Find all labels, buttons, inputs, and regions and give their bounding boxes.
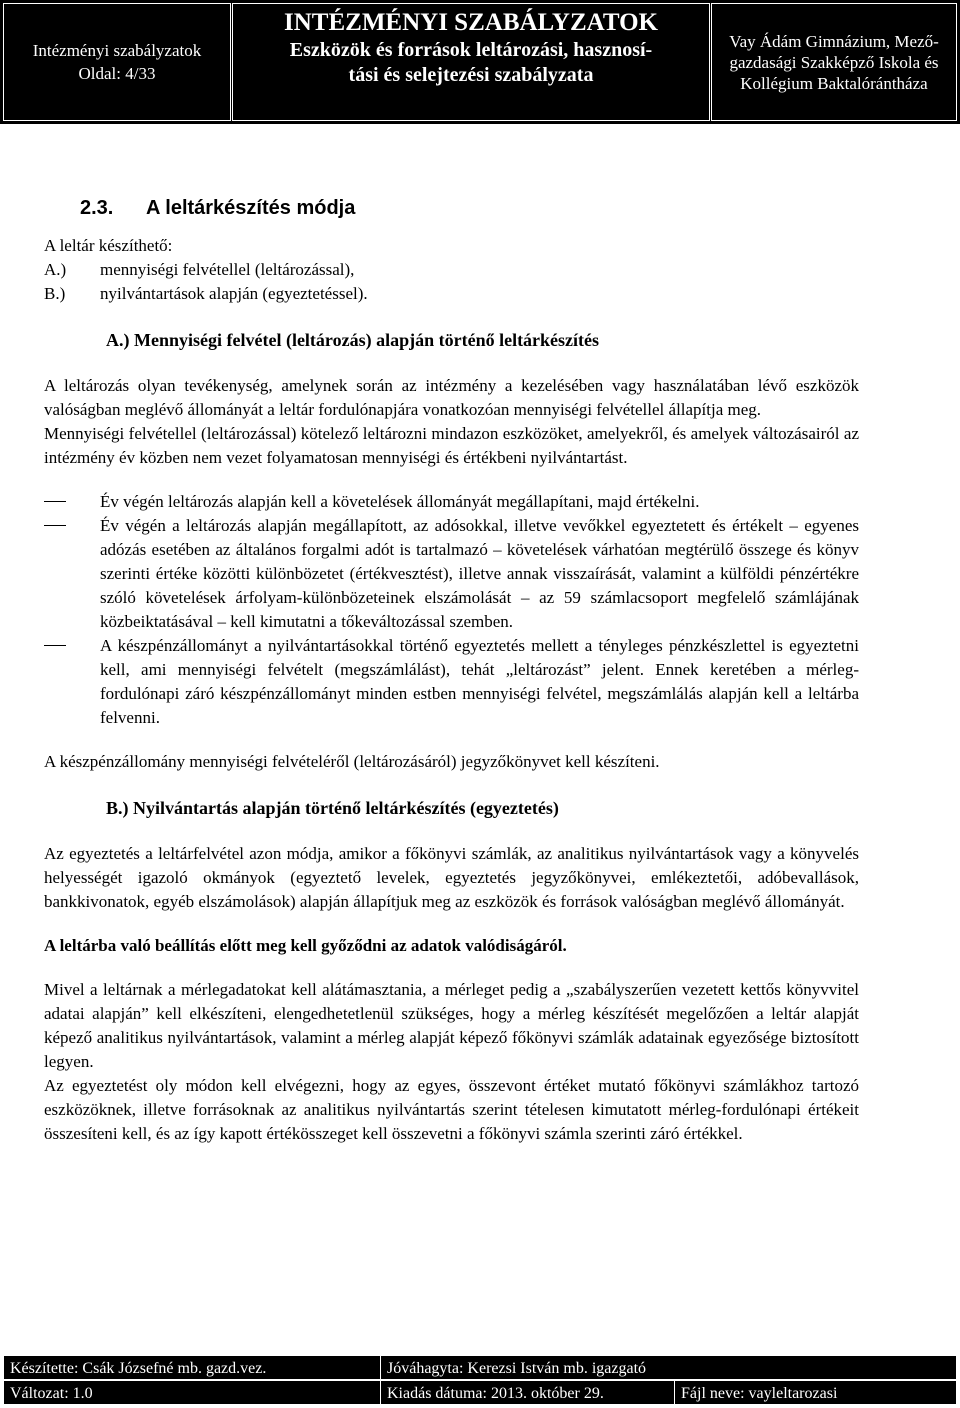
- list-item-label: B.): [44, 284, 66, 303]
- header-right-cell: [711, 3, 957, 121]
- page-header: [0, 0, 960, 124]
- part-a-paragraph-1: A leltározás olyan tevékenység, amelynek során az intézmény a kezelésében vagy használatában lévő eszközök valóságban meglévő állományát a leltár fordulónapjára vonatkozóan mennyiségi felvétellel állapítja meg.: [44, 376, 859, 419]
- section-heading: [80, 196, 859, 220]
- list-item: [44, 258, 859, 282]
- bullet-text: Év végén leltározás alapján kell a követelések állományát megállapítani, majd értékelni.: [100, 492, 700, 511]
- footer-version: Változat: 1.0: [3, 1380, 381, 1405]
- list-item-text: mennyiségi felvétellel (leltározással),: [100, 260, 355, 279]
- footer-approved-by: Jóváhagyta: Kerezsi István mb. igazgató: [380, 1355, 957, 1380]
- list-item: [44, 634, 859, 730]
- bullet-text: Év végén a leltározás alapján megállapított, az adósokkal, illetve vevőkkel egyeztetett és értékelt – egyenes adózás esetében az általános forgalmi adót is tartalmazó – követelések várhatóan megtérülő összege és könyv szerinti értéke közötti különbözetet (értékvesztést), illetve annak visszaírását, valamint a külföldi pénzértékre szóló követelések árfolyam-különbözeteinek elszámolását – az 59 számlacsoport megfelelő számlájának közbeiktatásával – kell kimutatni a tőkeváltozással szemben.: [100, 516, 859, 631]
- header-doc-category: Intézményi szabályzatok: [32, 41, 202, 60]
- section-title: A leltárkészítés módja: [146, 197, 356, 219]
- list-item: [44, 514, 859, 634]
- header-institution-line1: Vay Ádám Gimnázium, Mező-: [729, 31, 939, 51]
- part-b-paragraph-2: Mivel a leltárnak a mérlegadatokat kell alátámasztania, a mérleget pedig a „szabályszerűen vezetett kettős könyvvitel adatai alapján” kell elkészíteni, elengedhetetlenül szükséges, hogy a mérleg készítését megelőzően a leltár alapját képező analitikus nyilvántartások, valamint a mérleg alapját képező főkönyvi számlák adatainak egyezősége biztosított legyen.: [44, 980, 859, 1071]
- part-b-heading: B.) Nyilvántartás alapján történő leltárkészítés (egyeztetés): [106, 798, 559, 818]
- page-content: [44, 196, 859, 1146]
- header-subtitle-line2: tási és selejtezési szabályzata: [348, 64, 594, 86]
- list-item: [44, 490, 859, 514]
- header-institution-line2: gazdasági Szakképző Iskola és: [729, 52, 939, 72]
- footer-row-2: [3, 1380, 957, 1405]
- footer-file-name: Fájl neve: vayleltarozasi: [674, 1380, 957, 1405]
- header-page-number: Oldal: 4/33: [78, 64, 156, 83]
- footer-prepared-by: Készítette: Csák Józsefné mb. gazd.vez.: [3, 1355, 381, 1380]
- header-title: INTÉZMÉNYI SZABÁLYZATOK: [284, 9, 658, 36]
- dash-bullet-icon: [44, 645, 66, 646]
- list-item-text: nyilvántartások alapján (egyeztetéssel).: [100, 284, 368, 303]
- part-a-heading: A.) Mennyiségi felvétel (leltározás) alapján történő leltárkészítés: [106, 330, 600, 350]
- footer-row-1: [3, 1355, 957, 1380]
- header-center-cell: [232, 3, 710, 121]
- part-a-bullet-list: [44, 490, 859, 730]
- dash-bullet-icon: [44, 501, 66, 502]
- part-a-paragraph-3: A készpénzállomány mennyiségi felvételéről (leltározásáról) jegyzőkönyvet kell készíteni.: [44, 752, 660, 771]
- part-b-bold-statement: A leltárba való beállítás előtt meg kell győződni az adatok valódiságáról.: [44, 936, 567, 955]
- part-b-paragraph-3: Az egyeztetést oly módon kell elvégezni, hogy az egyes, összevont értéket mutató főkönyvi számlákhoz tartozó eszközöknek, illetve forrásoknak az analitikus nyilvántartás szerint tételesen kimutatott mérleg-fordulónapi értékeit összesíteni kell, és az így kapott értékösszeget kell összevetni a főkönyvi számla szerinti záró értékkel.: [44, 1076, 859, 1143]
- header-left-cell: [3, 3, 231, 121]
- section-intro: A leltár készíthető:: [44, 236, 173, 255]
- part-a-paragraph-2: Mennyiségi felvétellel (leltározással) kötelező leltározni mindazon eszközöket, amelyekről, és amelyek változásairól az intézmény év közben nem vezet folyamatosan mennyiségi és értékbeni nyilvántartást.: [44, 424, 859, 467]
- part-b-paragraph-1: Az egyeztetés a leltárfelvétel azon módja, amikor a főkönyvi számlák, az analitikus nyilvántartások vagy a könyvelés helyességét igazoló okmányok (egyeztető levelek, egyeztetés jegyzőkönyvei, emlékeztetői, adóbevallások, bankkivonatok, egyéb elszámolások) alapján állapítjuk meg az eszközök és források valóságban meglévő állományát.: [44, 844, 859, 911]
- list-item-label: A.): [44, 260, 67, 279]
- bullet-text: A készpénzállományt a nyilvántartásokkal történő egyeztetés mellett a tényleges pénzkészlettel is egyeztetni kell, ami mennyiségi felvételt (megszámlálást), tehát „leltározást” jelent. Ennek keretében a mérleg-fordulónapi záró készpénzállományt minden estben mennyiségi felvétel, megszámlálás alapján kell a leltárba felvenni.: [100, 636, 859, 727]
- list-item: [44, 282, 859, 306]
- section-number: 2.3.: [80, 197, 114, 219]
- header-subtitle-line1: Eszközök és források leltározási, hasznosí-: [289, 39, 653, 61]
- dash-bullet-icon: [44, 525, 66, 526]
- page-footer: [3, 1355, 957, 1405]
- header-institution-line3: Kollégium Baktalórántháza: [740, 73, 928, 93]
- footer-issue-date: Kiadás dátuma: 2013. október 29.: [380, 1380, 675, 1405]
